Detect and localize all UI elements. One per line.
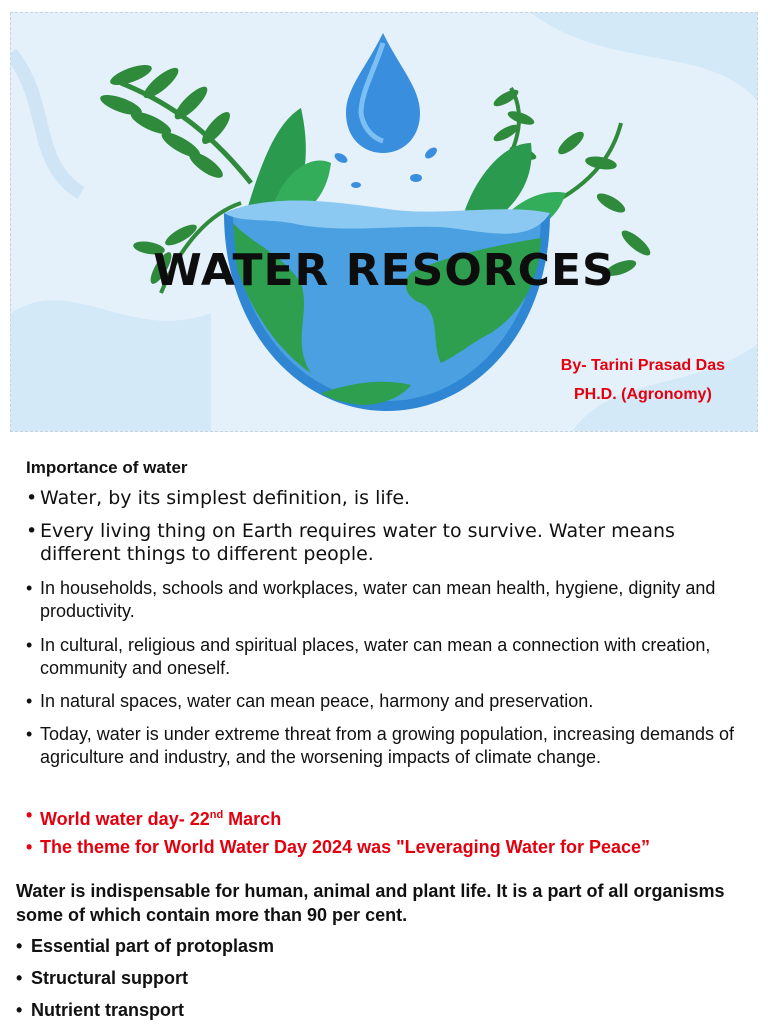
bullet-icon: •: [26, 724, 33, 744]
bullet-icon: •: [26, 520, 38, 542]
list-item: • Essential part of protoplasm: [16, 936, 275, 956]
list-item: • Every living thing on Earth requires water to survive. Water means different things to different people.: [26, 520, 675, 565]
list-item: • Today, water is under extreme threat from a growing population, increasing demands of agriculture and industry, and the worsening impacts of climate change.: [26, 724, 735, 767]
world-water-day-item: • World water day- 22nd March: [26, 805, 282, 829]
bullet-icon: •: [26, 487, 38, 509]
section-heading: Importance of water: [26, 458, 188, 477]
bullet-icon: •: [26, 805, 33, 825]
bullet-icon: •: [16, 1000, 23, 1020]
theme-item: • The theme for World Water Day 2024 was "Leveraging Water for Peace”: [26, 837, 651, 857]
author-byline: [561, 351, 725, 409]
slide-title: WATER RESORCES: [153, 245, 615, 296]
list-item: • Water, by its simplest definition, is life.: [26, 487, 411, 509]
water-drop-icon: [333, 33, 439, 188]
author-degree: PH.D. (Agronomy): [574, 386, 712, 403]
list-item: • In households, schools and workplaces, water can mean health, hygiene, dignity and productivity.: [26, 578, 716, 621]
bullet-icon: •: [26, 691, 33, 711]
bullet-icon: •: [26, 837, 33, 857]
earth-icon: [224, 200, 550, 411]
bullet-icon: •: [16, 968, 23, 988]
author-name: By- Tarini Prasad Das: [560, 357, 725, 374]
indispensable-paragraph: Water is indispensable for human, animal and plant life. It is a part of all organisms some of which contain more than 90 per cent.: [16, 881, 725, 925]
list-item: • In natural spaces, water can mean peace, harmony and preservation.: [26, 691, 594, 711]
bullet-icon: •: [16, 936, 23, 956]
list-item: • Structural support: [16, 968, 189, 988]
bullet-icon: •: [26, 635, 33, 655]
title-slide: [10, 12, 758, 432]
bullet-icon: •: [26, 578, 33, 598]
list-item: • In cultural, religious and spiritual places, water can mean a connection with creation, community and oneself.: [26, 635, 711, 678]
list-item: • Nutrient transport: [16, 1000, 184, 1020]
